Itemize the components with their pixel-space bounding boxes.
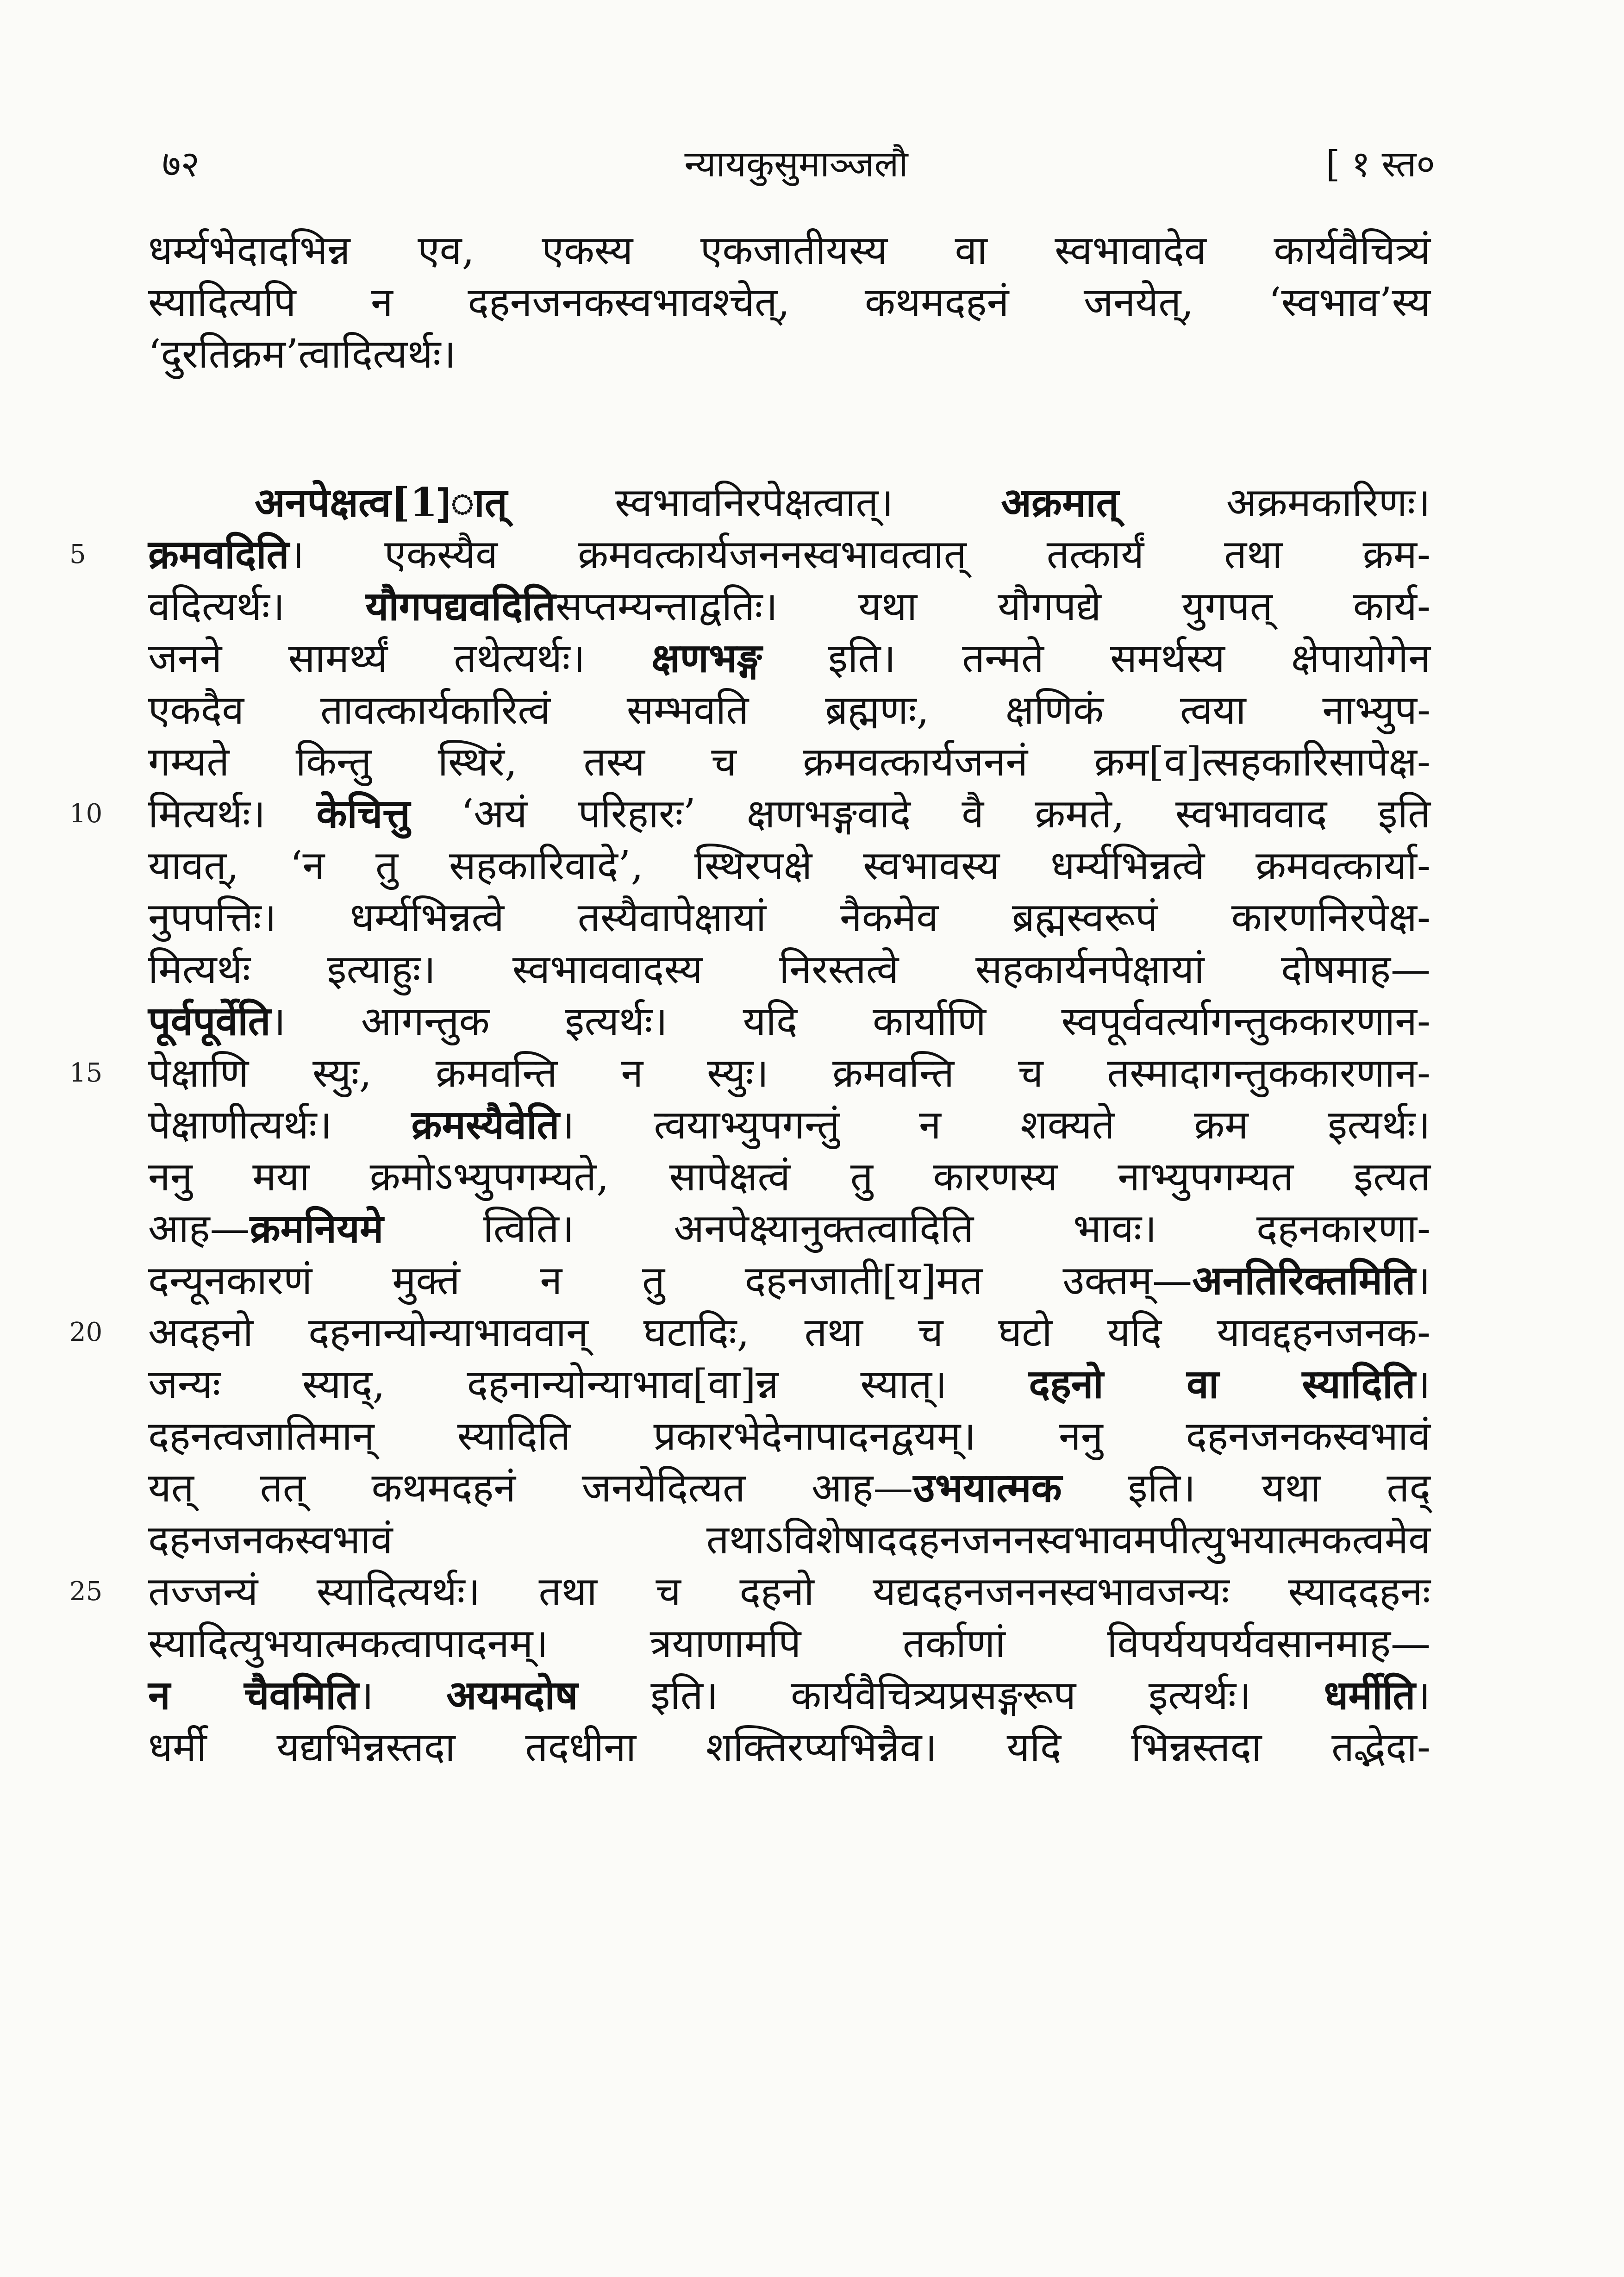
page-number: ७२ xyxy=(162,144,200,185)
line-text: । xyxy=(1415,1257,1430,1304)
running-title: न्यायकुसुमाञ्जलौ xyxy=(684,144,908,185)
bold-term: क्रमस्यैवेति xyxy=(411,1101,560,1148)
paragraph-2 xyxy=(69,477,1430,1773)
line-text: । एकस्यैव क्रमवत्कार्यजननस्वभावत्वात् तत्कार्यं तथा क्रम- xyxy=(289,532,1430,578)
text-line xyxy=(148,477,1430,529)
text-line xyxy=(148,1151,1430,1203)
line-text: ‘अयं परिहारः’ क्षणभङ्गवादे वै क्रमते, स्वभाववाद इति xyxy=(410,791,1430,837)
line-text: गम्यते किन्तु स्थिरं, तस्य च क्रमवत्कार्यजननं क्रम[व]त्सहकारिसापेक्ष- xyxy=(148,739,1430,785)
line-text: आह— xyxy=(148,1206,250,1252)
text-line xyxy=(148,225,1430,276)
text-line xyxy=(148,581,1430,632)
bold-term: क्रमवदिति xyxy=(148,531,289,578)
line-text: ननु मया क्रमोऽभ्युपगम्यते, सापेक्षत्वं तु कारणस्य नाभ्युपगम्यत इत्यत xyxy=(148,1154,1430,1200)
text-line xyxy=(69,1566,1430,1618)
text-line xyxy=(148,995,1430,1047)
line-text: मित्यर्थः इत्याहुः। स्वभाववादस्य निरस्तत्वे सहकार्यनपेक्षायां दोषमाह— xyxy=(148,946,1430,993)
line-number: 10 xyxy=(69,799,103,829)
text-line xyxy=(148,276,1430,328)
text-line xyxy=(69,1307,1430,1358)
text-line xyxy=(148,1410,1430,1462)
line-text: धर्म्यभेदादभिन्न एव, एकस्य एकजातीयस्य वा स्वभावादेव कार्यवैचित्र्यं xyxy=(148,227,1430,274)
line-text: इति। तन्मते समर्थस्य क्षेपायोगेन xyxy=(762,635,1430,682)
text-line xyxy=(148,1618,1430,1670)
line-text: जनने सामर्थ्यं तथेत्यर्थः। xyxy=(148,635,652,682)
line-number: 5 xyxy=(69,539,86,569)
text-line xyxy=(148,1462,1430,1514)
text-line xyxy=(148,944,1430,995)
line-text: दहनजनकस्वभावं तथाऽविशेषाददहनजननस्वभावमपीत्युभयात्मकत्वमेव xyxy=(148,1517,1430,1563)
line-text: इति। यथा तद् xyxy=(1062,1465,1430,1511)
line-text: वदित्यर्थः। xyxy=(148,583,366,630)
line-text: अदहनो दहनान्योन्याभाववान् घटादिः, तथा च घटो यदि यावद्दहनजनक- xyxy=(148,1309,1430,1356)
line-text: इति। कार्यवैचित्र्यप्रसङ्गरूप इत्यर्थः। xyxy=(578,1672,1324,1719)
paragraph-1 xyxy=(148,225,1430,380)
line-text: जन्यः स्याद्, दहनान्योन्याभाव[वा]न्न स्यात्। xyxy=(148,1361,1029,1407)
line-text: स्वभावनिरपेक्षत्वात्। xyxy=(507,480,1001,526)
line-text: स्यादित्यपि न दहनजनकस्वभावश्चेत्, कथमदहनं जनयेत्, ‘स्वभाव’स्य xyxy=(148,279,1430,325)
text-line xyxy=(148,1203,1430,1255)
bold-term: अनपेक्षत्व[1]ात् xyxy=(255,479,507,526)
text-line xyxy=(148,632,1430,684)
text-line xyxy=(148,892,1430,944)
line-text: । xyxy=(1415,1361,1430,1407)
text-line xyxy=(148,840,1430,892)
line-number: 20 xyxy=(69,1317,103,1347)
line-text: तज्जन्यं स्यादित्यर्थः। तथा च दहनो यद्यदहनजननस्वभावजन्यः स्याददहनः xyxy=(148,1569,1430,1615)
bold-term: अयमदोष xyxy=(446,1672,578,1719)
line-text: अक्रमकारिणः। xyxy=(1118,480,1430,526)
text-line xyxy=(148,736,1430,788)
line-text: यावत्, ‘न तु सहकारिवादे’, स्थिरपक्षे स्वभावस्य धर्म्यभिन्नत्वे क्रमवत्कार्या- xyxy=(148,843,1430,889)
bold-term: क्षणभङ्ग xyxy=(651,635,762,682)
text-line xyxy=(148,1255,1430,1307)
line-text: स्यादित्युभयात्मकत्वापादनम्। त्रयाणामपि तर्काणां विपर्ययपर्यवसानमाह— xyxy=(148,1620,1430,1667)
bold-term: उभयात्मक xyxy=(913,1464,1062,1511)
bold-term: न चैवमिति xyxy=(148,1672,359,1719)
line-number: 25 xyxy=(69,1576,103,1607)
bold-term: क्रमनियमे xyxy=(250,1205,384,1252)
line-number: 15 xyxy=(69,1058,103,1088)
text-line xyxy=(69,1047,1430,1099)
text-line xyxy=(148,684,1430,736)
bold-term: यौगपद्यवदिति xyxy=(365,583,556,630)
line-text: ‘दुरतिक्रम’त्वादित्यर्थः। xyxy=(148,331,456,377)
line-text: । त्वयाभ्युपगन्तुं न शक्यते क्रम इत्यर्थः। xyxy=(559,1102,1430,1148)
text-line xyxy=(148,1670,1430,1721)
text-line xyxy=(69,788,1430,840)
line-text: नुपपत्तिः। धर्म्यभिन्नत्वे तस्यैवापेक्षायां नैकमेव ब्रह्मस्वरूपं कारणनिरपेक्ष- xyxy=(148,895,1430,941)
line-text: दन्यूनकारणं मुक्तं न तु दहनजाती[य]मत उक्तम्— xyxy=(148,1257,1193,1304)
text-line xyxy=(148,1358,1430,1410)
bold-term: केचित्तु xyxy=(316,790,410,837)
text-line xyxy=(148,1099,1430,1151)
text-line xyxy=(148,328,1430,380)
line-text: सप्तम्यन्ताद्वतिः। यथा यौगपद्ये युगपत् कार्य- xyxy=(556,583,1430,630)
page-header xyxy=(157,139,1435,194)
line-text: त्विति। अनपेक्ष्यानुक्तत्वादिति भावः। दहनकारणा- xyxy=(383,1206,1430,1252)
bold-term: अक्रमात् xyxy=(1001,479,1119,526)
bold-term: अनतिरिक्तमिति xyxy=(1192,1257,1416,1304)
line-text: । xyxy=(358,1672,446,1719)
text-line xyxy=(69,529,1430,581)
line-text: दहनत्वजातिमान् स्यादिति प्रकारभेदेनापादनद्वयम्। ननु दहनजनकस्वभावं xyxy=(148,1413,1430,1459)
text-line xyxy=(148,1514,1430,1566)
line-text: मित्यर्थः। xyxy=(148,791,317,837)
line-text: धर्मी यद्यभिन्नस्तदा तदधीना शक्तिरप्यभिन्नैव। यदि भिन्नस्तदा तद्भेदा- xyxy=(148,1724,1430,1770)
line-text: एकदैव तावत्कार्यकारित्वं सम्भवति ब्रह्मणः, क्षणिकं त्वया नाभ्युप- xyxy=(148,687,1430,733)
line-text: पेक्षाणि स्युः, क्रमवन्ति न स्युः। क्रमवन्ति च तस्मादागन्तुककारणान- xyxy=(148,1050,1430,1096)
bold-term: पूर्वपूर्वेति xyxy=(148,998,271,1045)
bold-term: धर्मीति xyxy=(1324,1672,1416,1719)
line-text: यत् तत् कथमदहनं जनयेदित्यत आह— xyxy=(148,1465,913,1511)
bold-term: दहनो वा स्यादिति xyxy=(1029,1361,1416,1407)
text-line xyxy=(148,1721,1430,1773)
line-text: । xyxy=(1415,1672,1430,1719)
line-text: पेक्षाणीत्यर्थः। xyxy=(148,1102,412,1148)
line-text: । आगन्तुक इत्यर्थः। यदि कार्याणि स्वपूर्ववर्त्यागन्तुककारणान- xyxy=(270,998,1430,1045)
section-reference: [ १ स्त० xyxy=(1326,144,1435,185)
